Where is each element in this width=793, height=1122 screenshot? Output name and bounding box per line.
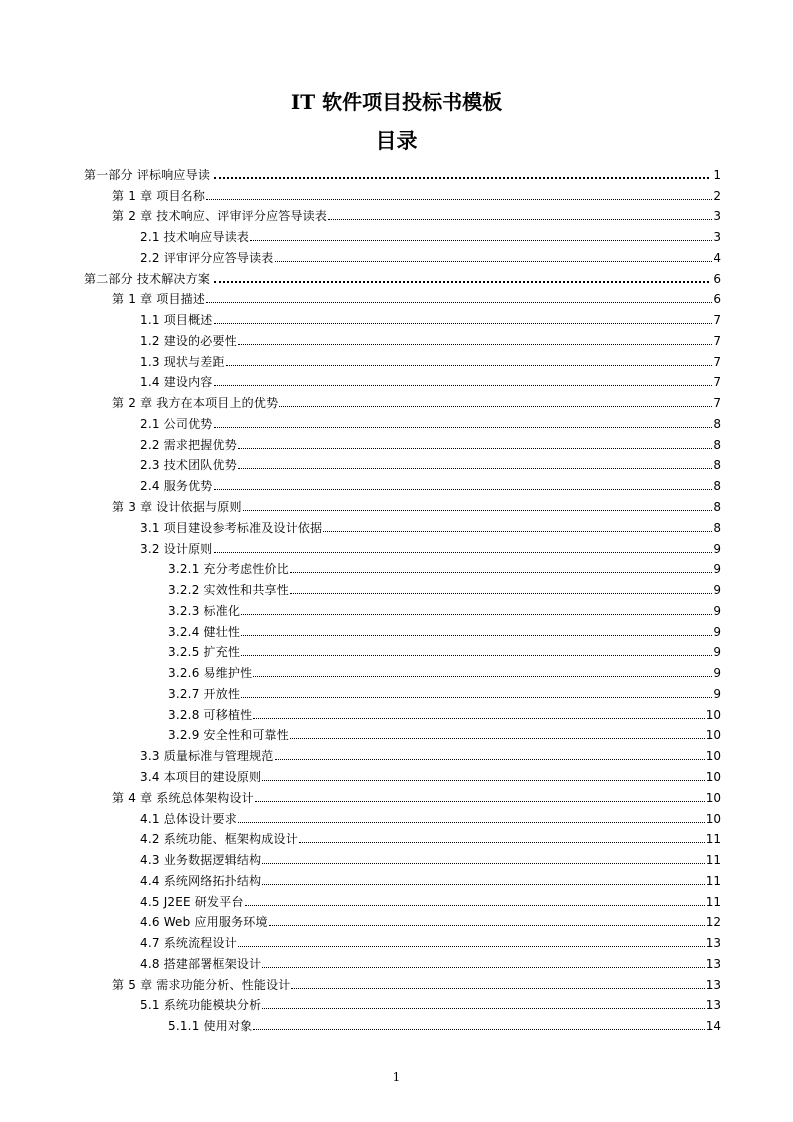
- toc-entry-page: 7: [713, 313, 721, 328]
- toc-entry[interactable]: [84, 701, 721, 722]
- toc-entry-page: 8: [713, 520, 721, 535]
- toc-entry-page: 14: [705, 1019, 721, 1034]
- toc-entry[interactable]: [84, 784, 721, 805]
- toc-entry-page: 11: [705, 832, 721, 847]
- toc-entry[interactable]: [84, 327, 721, 348]
- toc-leader-dots: [290, 572, 712, 573]
- table-of-contents: [84, 161, 721, 1033]
- toc-leader-dots: [241, 635, 712, 636]
- toc-entry[interactable]: [84, 680, 721, 701]
- toc-entry[interactable]: [84, 348, 721, 369]
- toc-leader-dots: [241, 655, 712, 656]
- toc-entry-title: 4.4 系统网络拓扑结构: [140, 873, 262, 888]
- toc-leader-dots: [275, 261, 713, 262]
- toc-entry-title: 第 2 章 我方在本项目上的优势: [112, 396, 279, 411]
- toc-entry[interactable]: [84, 867, 721, 888]
- toc-entry-page: 8: [713, 458, 721, 473]
- toc-entry-page: 9: [713, 686, 721, 701]
- toc-entry[interactable]: [84, 493, 721, 514]
- toc-entry-title: 3.2.6 易维护性: [168, 666, 253, 681]
- toc-entry[interactable]: [84, 203, 721, 224]
- toc-entry-title: 3.2.7 开放性: [168, 686, 241, 701]
- toc-entry-page: 10: [705, 811, 721, 826]
- toc-entry-page: 11: [705, 853, 721, 868]
- toc-entry[interactable]: [84, 846, 721, 867]
- toc-entry-title: 4.7 系统流程设计: [140, 936, 237, 951]
- toc-leader-dots: [290, 593, 712, 594]
- toc-leader-dots: [253, 1029, 704, 1030]
- toc-entry[interactable]: [84, 556, 721, 577]
- toc-entry[interactable]: [84, 992, 721, 1013]
- toc-leader-dots: [214, 385, 713, 386]
- toc-entry-page: 8: [713, 416, 721, 431]
- toc-entry-page: 10: [705, 728, 721, 743]
- toc-entry[interactable]: [84, 244, 721, 265]
- toc-leader-dots: [262, 863, 704, 864]
- toc-entry-title: 2.1 公司优势: [140, 416, 213, 431]
- toc-entry[interactable]: [84, 909, 721, 930]
- toc-entry-title: 4.3 业务数据逻辑结构: [140, 853, 262, 868]
- toc-leader-dots: [238, 448, 712, 449]
- toc-leader-dots: [290, 738, 705, 739]
- toc-leader-dots: [245, 905, 705, 906]
- toc-entry-page: 3: [713, 209, 721, 224]
- toc-entry-title: 1.4 建设内容: [140, 375, 213, 390]
- toc-leader-dots: [250, 240, 712, 241]
- toc-entry-page: 10: [705, 790, 721, 805]
- toc-entry-title: 5.1.1 使用对象: [168, 1019, 253, 1034]
- toc-entry-page: 9: [713, 541, 721, 556]
- toc-leader-dots: [262, 1008, 704, 1009]
- toc-leader-dots: [323, 531, 712, 532]
- toc-leader-dots: [299, 842, 705, 843]
- toc-leader-dots: [226, 365, 713, 366]
- toc-leader-dots: [238, 344, 712, 345]
- toc-entry-title: 3.3 质量标准与管理规范: [140, 749, 274, 764]
- toc-entry[interactable]: [84, 805, 721, 826]
- toc-entry[interactable]: [84, 659, 721, 680]
- toc-entry-title: 3.2.9 安全性和可靠性: [168, 728, 289, 743]
- document-title: IT 软件项目投标书模板: [290, 90, 503, 114]
- toc-entry-page: 9: [713, 562, 721, 577]
- toc-entry-title: 3.2.5 扩充性: [168, 645, 241, 660]
- toc-entry-page: 9: [713, 666, 721, 681]
- toc-entry-title: 第 3 章 设计依据与原则: [112, 500, 242, 515]
- toc-entry-title: 4.2 系统功能、框架构成设计: [140, 832, 298, 847]
- toc-entry-title: 第二部分 技术解决方案: [84, 271, 211, 286]
- toc-entry-title: 1.1 项目概述: [140, 313, 213, 328]
- toc-entry-title: 1.2 建设的必要性: [140, 333, 237, 348]
- toc-entry-title: 3.2.3 标准化: [168, 603, 241, 618]
- toc-entry-title: 1.3 现状与差距: [140, 354, 225, 369]
- toc-entry-page: 7: [713, 333, 721, 348]
- toc-entry[interactable]: [84, 535, 721, 556]
- toc-entry-page: 7: [713, 396, 721, 411]
- toc-entry-title: 3.1 项目建设参考标准及设计依据: [140, 520, 323, 535]
- toc-entry-page: 13: [705, 998, 721, 1013]
- toc-entry[interactable]: [84, 929, 721, 950]
- toc-entry-page: 13: [705, 977, 721, 992]
- toc-entry-page: 13: [705, 936, 721, 951]
- toc-entry[interactable]: [84, 369, 721, 390]
- toc-leader-dots: [214, 281, 709, 283]
- toc-entry-title: 3.2 设计原则: [140, 541, 213, 556]
- toc-entry-page: 3: [713, 230, 721, 245]
- toc-leader-dots: [262, 780, 704, 781]
- toc-leader-dots: [275, 759, 705, 760]
- toc-leader-dots: [238, 468, 712, 469]
- toc-entry[interactable]: [84, 722, 721, 743]
- toc-leader-dots: [253, 676, 712, 677]
- toc-leader-dots: [328, 219, 712, 220]
- toc-leader-dots: [238, 946, 705, 947]
- toc-entry-title: 第 1 章 项目描述: [112, 292, 206, 307]
- toc-entry[interactable]: [84, 472, 721, 493]
- toc-entry-title: 第 2 章 技术响应、评审评分应答导读表: [112, 209, 328, 224]
- toc-entry[interactable]: [84, 576, 721, 597]
- toc-entry[interactable]: [84, 452, 721, 473]
- toc-entry-title: 第一部分 评标响应导读: [84, 167, 211, 182]
- toc-entry[interactable]: [84, 161, 721, 182]
- toc-leader-dots: [214, 427, 713, 428]
- toc-leader-dots: [262, 884, 704, 885]
- toc-entry-title: 3.2.8 可移植性: [168, 707, 253, 722]
- toc-entry[interactable]: [84, 182, 721, 203]
- toc-entry-title: 4.6 Web 应用服务环境: [140, 915, 268, 930]
- toc-entry-page: 7: [713, 375, 721, 390]
- toc-entry-page: 10: [705, 769, 721, 784]
- toc-heading: 目录: [375, 128, 418, 153]
- toc-entry-page: 6: [713, 271, 721, 286]
- toc-entry[interactable]: [84, 950, 721, 971]
- toc-leader-dots: [243, 510, 713, 511]
- toc-leader-dots: [253, 718, 704, 719]
- toc-leader-dots: [214, 177, 709, 179]
- toc-entry-page: 7: [713, 354, 721, 369]
- toc-entry-title: 第 1 章 项目名称: [112, 188, 206, 203]
- toc-entry[interactable]: [84, 1012, 721, 1033]
- toc-entry-page: 10: [705, 749, 721, 764]
- toc-entry[interactable]: [84, 265, 721, 286]
- toc-entry-page: 4: [713, 250, 721, 265]
- toc-leader-dots: [279, 406, 712, 407]
- toc-entry-title: 2.2 需求把握优势: [140, 437, 237, 452]
- toc-leader-dots: [206, 199, 712, 200]
- toc-leader-dots: [214, 323, 713, 324]
- toc-entry-title: 4.5 J2EE 研发平台: [140, 894, 244, 909]
- toc-leader-dots: [206, 302, 712, 303]
- toc-entry-page: 11: [705, 894, 721, 909]
- toc-entry-title: 2.2 评审评分应答导读表: [140, 250, 274, 265]
- toc-entry[interactable]: [84, 597, 721, 618]
- toc-entry-title: 第 4 章 系统总体架构设计: [112, 790, 254, 805]
- toc-leader-dots: [238, 822, 705, 823]
- toc-entry-title: 5.1 系统功能模块分析: [140, 998, 262, 1013]
- toc-entry-title: 2.1 技术响应导读表: [140, 230, 250, 245]
- toc-leader-dots: [214, 552, 713, 553]
- toc-entry-page: 9: [713, 603, 721, 618]
- toc-entry-page: 9: [713, 645, 721, 660]
- toc-entry[interactable]: [84, 639, 721, 660]
- toc-entry-title: 3.4 本项目的建设原则: [140, 769, 262, 784]
- toc-entry-page: 1: [713, 167, 721, 182]
- toc-entry-title: 3.2.4 健壮性: [168, 624, 241, 639]
- toc-entry-page: 12: [705, 915, 721, 930]
- toc-entry[interactable]: [84, 514, 721, 535]
- toc-leader-dots: [291, 988, 704, 989]
- toc-entry[interactable]: [84, 389, 721, 410]
- toc-entry-page: 8: [713, 500, 721, 515]
- toc-leader-dots: [241, 697, 712, 698]
- toc-leader-dots: [269, 925, 705, 926]
- toc-entry-page: 13: [705, 956, 721, 971]
- toc-entry-title: 3.2.2 实效性和共享性: [168, 583, 289, 598]
- toc-entry-title: 4.1 总体设计要求: [140, 811, 237, 826]
- toc-entry-title: 4.8 搭建部署框架设计: [140, 956, 262, 971]
- toc-entry-page: 6: [713, 292, 721, 307]
- page-number: 1: [392, 1070, 401, 1084]
- toc-leader-dots: [255, 801, 705, 802]
- toc-entry[interactable]: [84, 742, 721, 763]
- toc-entry-title: 2.3 技术团队优势: [140, 458, 237, 473]
- toc-entry[interactable]: [84, 306, 721, 327]
- toc-entry[interactable]: [84, 410, 721, 431]
- toc-entry-page: 2: [713, 188, 721, 203]
- toc-entry-title: 2.4 服务优势: [140, 479, 213, 494]
- toc-entry[interactable]: [84, 223, 721, 244]
- toc-leader-dots: [214, 489, 713, 490]
- toc-leader-dots: [262, 967, 704, 968]
- toc-entry[interactable]: [84, 763, 721, 784]
- toc-leader-dots: [241, 614, 712, 615]
- toc-entry[interactable]: [84, 431, 721, 452]
- toc-entry[interactable]: [84, 888, 721, 909]
- toc-entry-page: 10: [705, 707, 721, 722]
- toc-entry[interactable]: [84, 618, 721, 639]
- toc-entry-page: 11: [705, 873, 721, 888]
- toc-entry-page: 8: [713, 479, 721, 494]
- toc-entry[interactable]: [84, 286, 721, 307]
- toc-entry[interactable]: [84, 826, 721, 847]
- toc-entry-title: 第 5 章 需求功能分析、性能设计: [112, 977, 291, 992]
- toc-entry-page: 8: [713, 437, 721, 452]
- toc-entry-page: 9: [713, 624, 721, 639]
- toc-entry-title: 3.2.1 充分考虑性价比: [168, 562, 289, 577]
- toc-entry-page: 9: [713, 583, 721, 598]
- toc-entry[interactable]: [84, 971, 721, 992]
